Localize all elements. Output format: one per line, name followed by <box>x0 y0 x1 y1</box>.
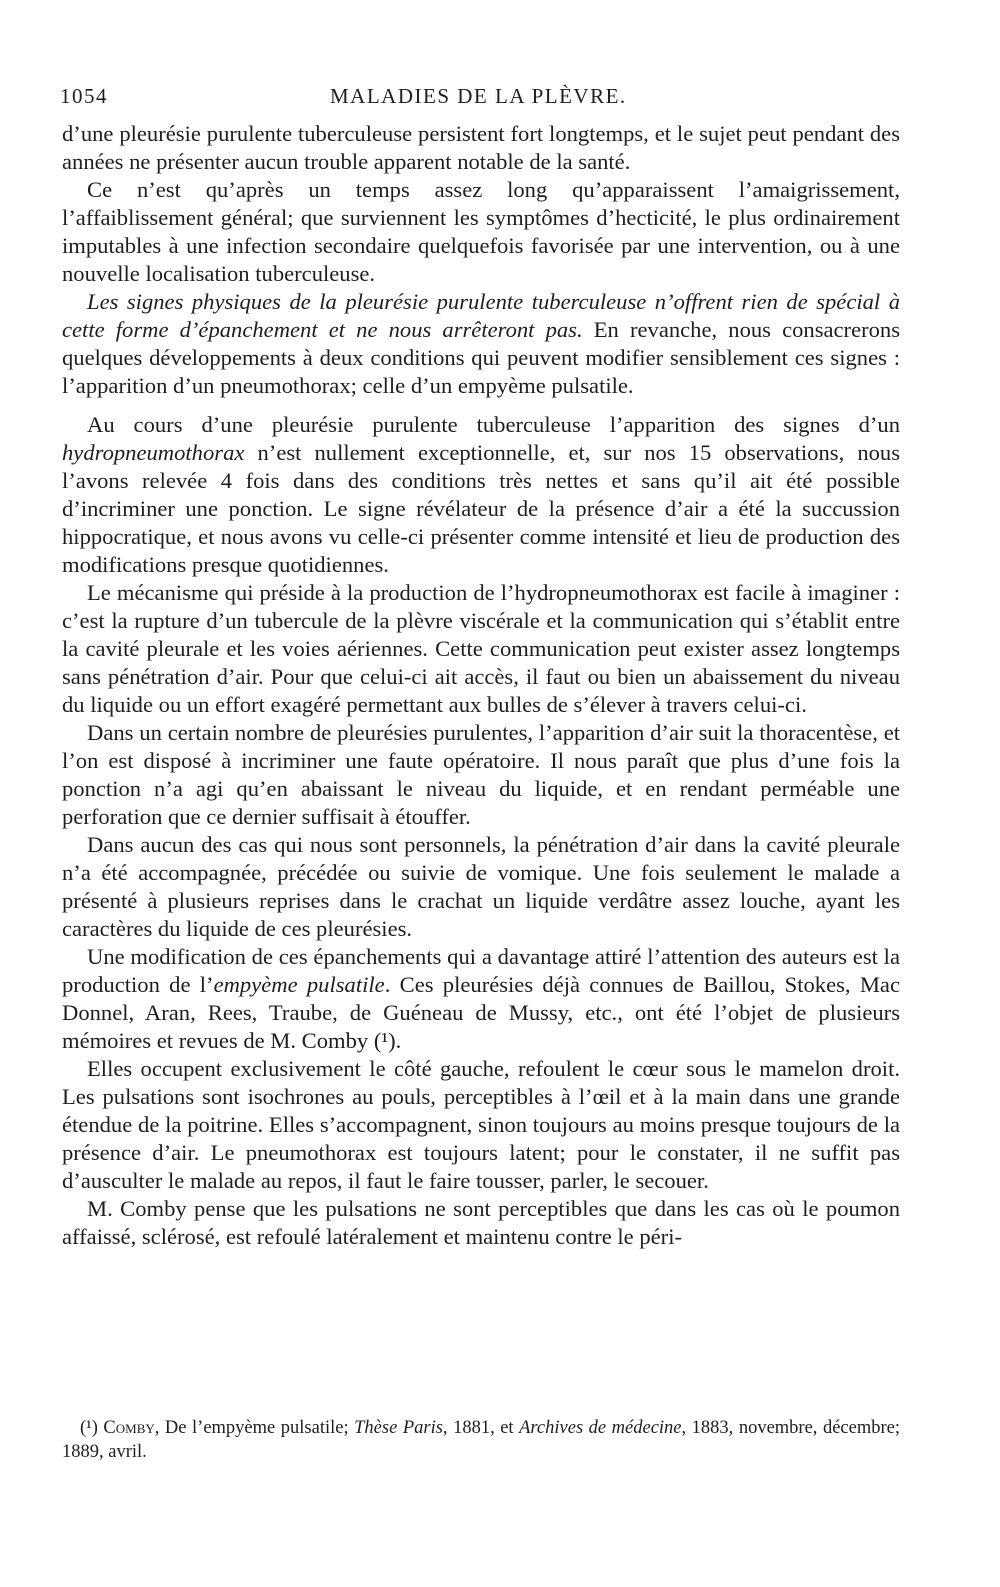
paragraph-7: Dans aucun des cas qui nous sont personnels, la pénétration d’air dans la cavité pleurale n’a été accompagnée, précédée ou suivie de vomique. Une fois seulement le malade a présenté à plusieurs reprises dans le crachat un liquide verdâtre assez louche, ayant les caractères du liquide de ces pleurésies. <box>62 832 900 941</box>
footnote-author: Comby <box>103 1418 155 1438</box>
paragraph-4-b: n’est nullement exceptionnelle, et, sur nos 15 observations, nous l’avons relevée 4 fois dans des conditions très nettes et sans qu’il ait été possible d’incriminer une ponction. Le signe révélateur de la présence d’air a été la succussion hippocratique, et nous avons vu celle-ci présenter comme intensité et lieu de production des modifications presque quotidiennes. <box>62 440 900 577</box>
footnote-italic-b: Archives de médecine <box>519 1418 682 1438</box>
page-header <box>60 84 905 120</box>
paragraph-10: M. Comby pense que les pulsations ne sont perceptibles que dans les cas où le poumon affaissé, sclérosé, est refoulé latéralement et maintenu contre le péri- <box>62 1196 900 1249</box>
paragraph-1: d’une pleurésie purulente tuberculeuse persistent fort longtemps, et le sujet peut pendant des années ne présenter aucun trouble apparent notable de la santé. <box>62 121 900 174</box>
paragraph-9: Elles occupent exclusivement le côté gauche, refoulent le cœur sous le mamelon droit. Les pulsations sont isochrones au pouls, perceptibles à l’œil et à la main dans une grande étendue de la poitrine. Elles s’accompagnent, sinon toujours au moins presque toujours de la présence d’air. Le pneumothorax est toujours latent; pour le constater, il ne suffit pas d’ausculter le malade au repos, il faut le faire tousser, parler, le secouer. <box>62 1056 900 1193</box>
footnote-marker: (¹) <box>80 1418 104 1438</box>
footnote-text-b: , 1881, et <box>442 1418 520 1438</box>
footnote-italic-a: Thèse Paris <box>354 1418 443 1438</box>
paragraph-6: Dans un certain nombre de pleurésies purulentes, l’apparition d’air suit la thoracentèse, et l’on est disposé à incriminer une faute opératoire. Il nous paraît que plus d’une fois la ponction n’a agi qu’en abaissant le niveau du liquide, et en rendant perméable une perforation que ce dernier suffisait à étouffer. <box>62 720 900 829</box>
paragraph-3 <box>62 288 900 400</box>
paragraph-8 <box>62 943 900 1055</box>
paragraph-5: Le mécanisme qui préside à la production de l’hydropneumothorax est facile à imaginer : c’est la rupture d’un tubercule de la plèvre viscérale et la communication qui s’établit entre la cavité pleurale et les voies aériennes. Cette communication peut exister assez longtemps sans pénétration d’air. Pour que celui-ci ait accès, il faut ou bien un abaissement du niveau du liquide ou un effort exagéré permettant aux bulles de s’élever à travers celui-ci. <box>62 580 900 717</box>
footnote-text-a: , De l’empyème pulsatile; <box>154 1418 355 1438</box>
paragraph-2: Ce n’est qu’après un temps assez long qu’apparaissent l’amaigrissement, l’affaiblissement général; que surviennent les symptômes d’hecticité, le plus ordinairement imputables à une infection secondaire quelquefois favorisée par une intervention, ou à une nouvelle localisation tuberculeuse. <box>62 177 900 286</box>
paragraph-8-b: . Ces pleurésies déjà connues de Baillou, Stokes, Mac Donnel, Aran, Rees, Traube, de Guéneau de Mussy, etc., ont été l’objet de plusieurs mémoires et revues de M. Comby (¹). <box>62 972 900 1053</box>
paragraph-3-rest: En revanche, nous consacrerons quelques développements à deux conditions qui peuvent modifier sensiblement ces signes : l’apparition d’un pneumothorax; celle d’un empyème pulsatile. <box>62 317 901 398</box>
paragraph-3-italic: Les signes physiques de la pleurésie purulente tuberculeuse n’offrent rien de spécial à cette forme d’épanchement et ne nous arrêteront pas. <box>62 289 900 342</box>
paragraph-8-italic: empyème pulsatile <box>213 972 385 997</box>
running-title: MALADIES DE LA PLÈVRE. <box>330 84 627 108</box>
paragraph-4-a: Au cours d’une pleurésie purulente tuberculeuse l’apparition des signes d’un <box>87 412 900 437</box>
paragraph-4-italic: hydropneumothorax <box>62 440 245 465</box>
paragraph-4 <box>62 411 900 579</box>
footnote-text-c: , 1883, novembre, décembre; 1889, avril. <box>62 1418 900 1462</box>
footnotes <box>62 1416 900 1464</box>
body-text <box>62 120 900 1251</box>
paragraph-8-a: Une modification de ces épanchements qui a davantage attiré l’attention des auteurs est la production de l’ <box>62 944 900 997</box>
page-number: 1054 <box>60 84 108 108</box>
footnote-1 <box>62 1416 900 1464</box>
